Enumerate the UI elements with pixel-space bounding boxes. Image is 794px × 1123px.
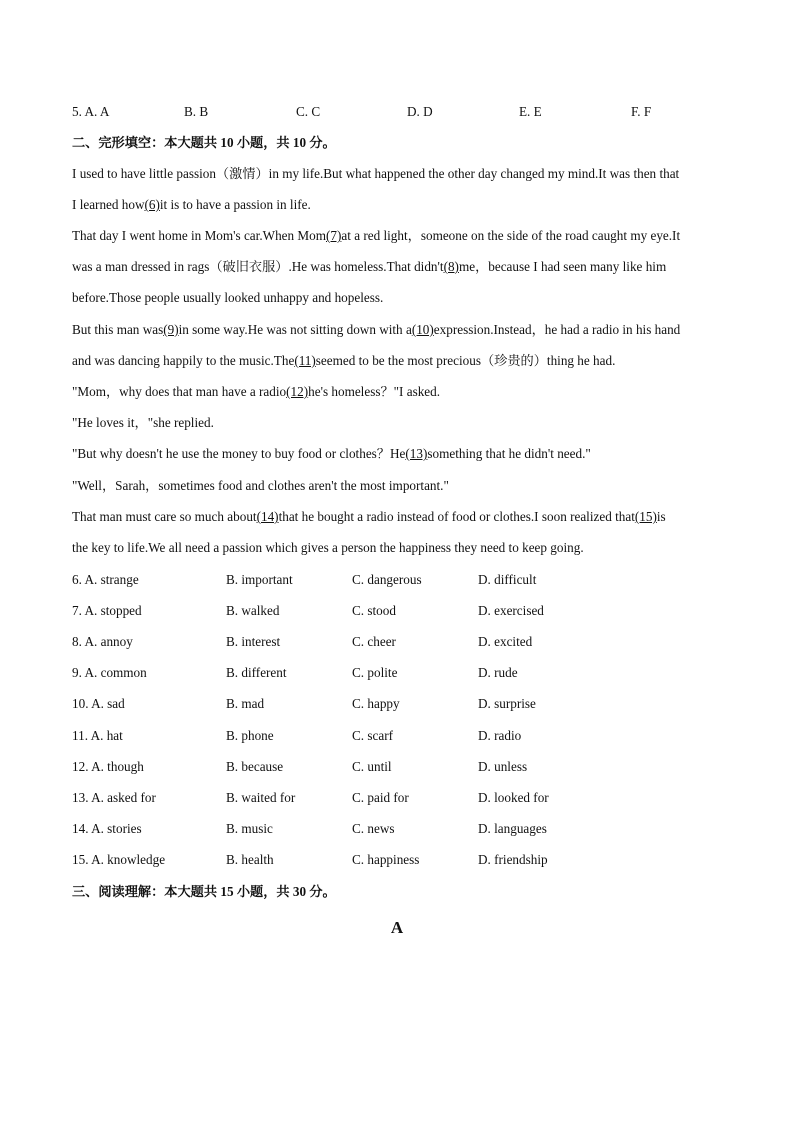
option-d: D. exercised (478, 603, 544, 618)
option-c: C. C (296, 104, 321, 119)
question-5-options (72, 104, 732, 120)
option-c: C. stood (352, 603, 396, 618)
passage-line: But this man was(9)in some way.He was not sitting down with a(10)expression.Instead，he had a radio in his hand (72, 322, 681, 337)
section-2-heading: 二、完形填空：本大题共 10 小题，共 10 分。 (72, 135, 336, 150)
option-a: 14. A. stories (72, 821, 142, 836)
question-row (72, 728, 732, 744)
option-a: 12. A. though (72, 759, 144, 774)
option-b: B. music (226, 821, 273, 836)
passage-line: "Well，Sarah，sometimes food and clothes aren't the most important." (72, 478, 449, 493)
passage-line: "But why doesn't he use the money to buy food or clothes？He(13)something that he didn't need." (72, 446, 591, 461)
option-c: C. scarf (352, 728, 394, 743)
section-3-heading: 三、阅读理解：本大题共 15 小题，共 30 分。 (72, 884, 336, 899)
option-c: C. until (352, 759, 392, 774)
passage-line: I used to have little passion（激情）in my life.But what happened the other day changed my mind.It was then that (72, 166, 680, 181)
question-row (72, 603, 732, 619)
option-d: D. excited (478, 634, 533, 649)
option-b: B. walked (226, 603, 280, 618)
passage-line: That day I went home in Mom's car.When Mom(7)at a red light，someone on the side of the road caught my eye.It (72, 228, 681, 243)
option-b: B. B (184, 104, 209, 119)
blank-13: (13) (405, 446, 428, 461)
option-b: B. waited for (226, 790, 296, 805)
blank-7: (7) (325, 228, 342, 243)
option-a: 15. A. knowledge (72, 852, 166, 867)
option-f: F. F (631, 104, 652, 119)
blank-8: (8) (443, 259, 459, 274)
option-b: B. phone (226, 728, 274, 743)
option-c: C. cheer (352, 634, 396, 649)
option-d: D. languages (478, 821, 547, 836)
option-a: 6. A. strange (72, 572, 139, 587)
passage-line: "He loves it，"she replied. (72, 415, 214, 430)
passage-line: "Mom，why does that man have a radio(12)he's homeless？"I asked. (72, 384, 441, 399)
option-d: D. unless (478, 759, 528, 774)
blank-11: (11) (294, 353, 316, 368)
passage-line: I learned how(6)it is to have a passion in life. (72, 197, 311, 212)
option-a: 8. A. annoy (72, 634, 133, 649)
option-b: B. because (226, 759, 284, 774)
question-row (72, 759, 732, 775)
option-b: B. important (226, 572, 293, 587)
option-c: C. happy (352, 696, 400, 711)
option-b: B. health (226, 852, 274, 867)
question-row (72, 665, 732, 681)
option-a: 9. A. common (72, 665, 147, 680)
option-c: C. dangerous (352, 572, 422, 587)
blank-10: (10) (411, 322, 434, 337)
passage-a-heading: A (390, 918, 404, 937)
option-d: D. difficult (478, 572, 537, 587)
question-row (72, 572, 732, 588)
blank-6: (6) (144, 197, 160, 212)
question-row (72, 634, 732, 650)
option-a: 11. A. hat (72, 728, 123, 743)
blank-12: (12) (286, 384, 309, 399)
blank-15: (15) (634, 509, 657, 524)
option-b: B. mad (226, 696, 265, 711)
option-d: D. friendship (478, 852, 548, 867)
question-row (72, 852, 732, 868)
option-a: 13. A. asked for (72, 790, 156, 805)
option-c: C. polite (352, 665, 398, 680)
option-c: C. paid for (352, 790, 409, 805)
option-d: D. surprise (478, 696, 536, 711)
option-a: 10. A. sad (72, 696, 125, 711)
blank-14: (14) (256, 509, 279, 524)
question-row (72, 790, 732, 806)
passage-line: was a man dressed in rags（破旧衣服）.He was homeless.That didn't(8)me，because I had seen many like him (72, 259, 667, 274)
option-a: 7. A. stopped (72, 603, 142, 618)
option-e: E. E (519, 104, 542, 119)
passage-line: That man must care so much about(14)that he bought a radio instead of food or clothes.I soon realized that(15)is (72, 509, 666, 524)
passage-line: the key to life.We all need a passion which gives a person the happiness they need to keep going. (72, 540, 584, 555)
question-row (72, 696, 732, 712)
passage-line: before.Those people usually looked unhappy and hopeless. (72, 290, 384, 305)
question-number: 5. A. A (72, 104, 110, 119)
option-b: B. different (226, 665, 287, 680)
option-d: D. rude (478, 665, 518, 680)
option-d: D. D (407, 104, 433, 119)
option-d: D. looked for (478, 790, 549, 805)
blank-9: (9) (163, 322, 179, 337)
question-row (72, 821, 732, 837)
option-c: C. news (352, 821, 395, 836)
option-d: D. radio (478, 728, 522, 743)
option-b: B. interest (226, 634, 281, 649)
passage-line: and was dancing happily to the music.The(11)seemed to be the most precious（珍贵的）thing he had. (72, 353, 616, 368)
option-c: C. happiness (352, 852, 420, 867)
